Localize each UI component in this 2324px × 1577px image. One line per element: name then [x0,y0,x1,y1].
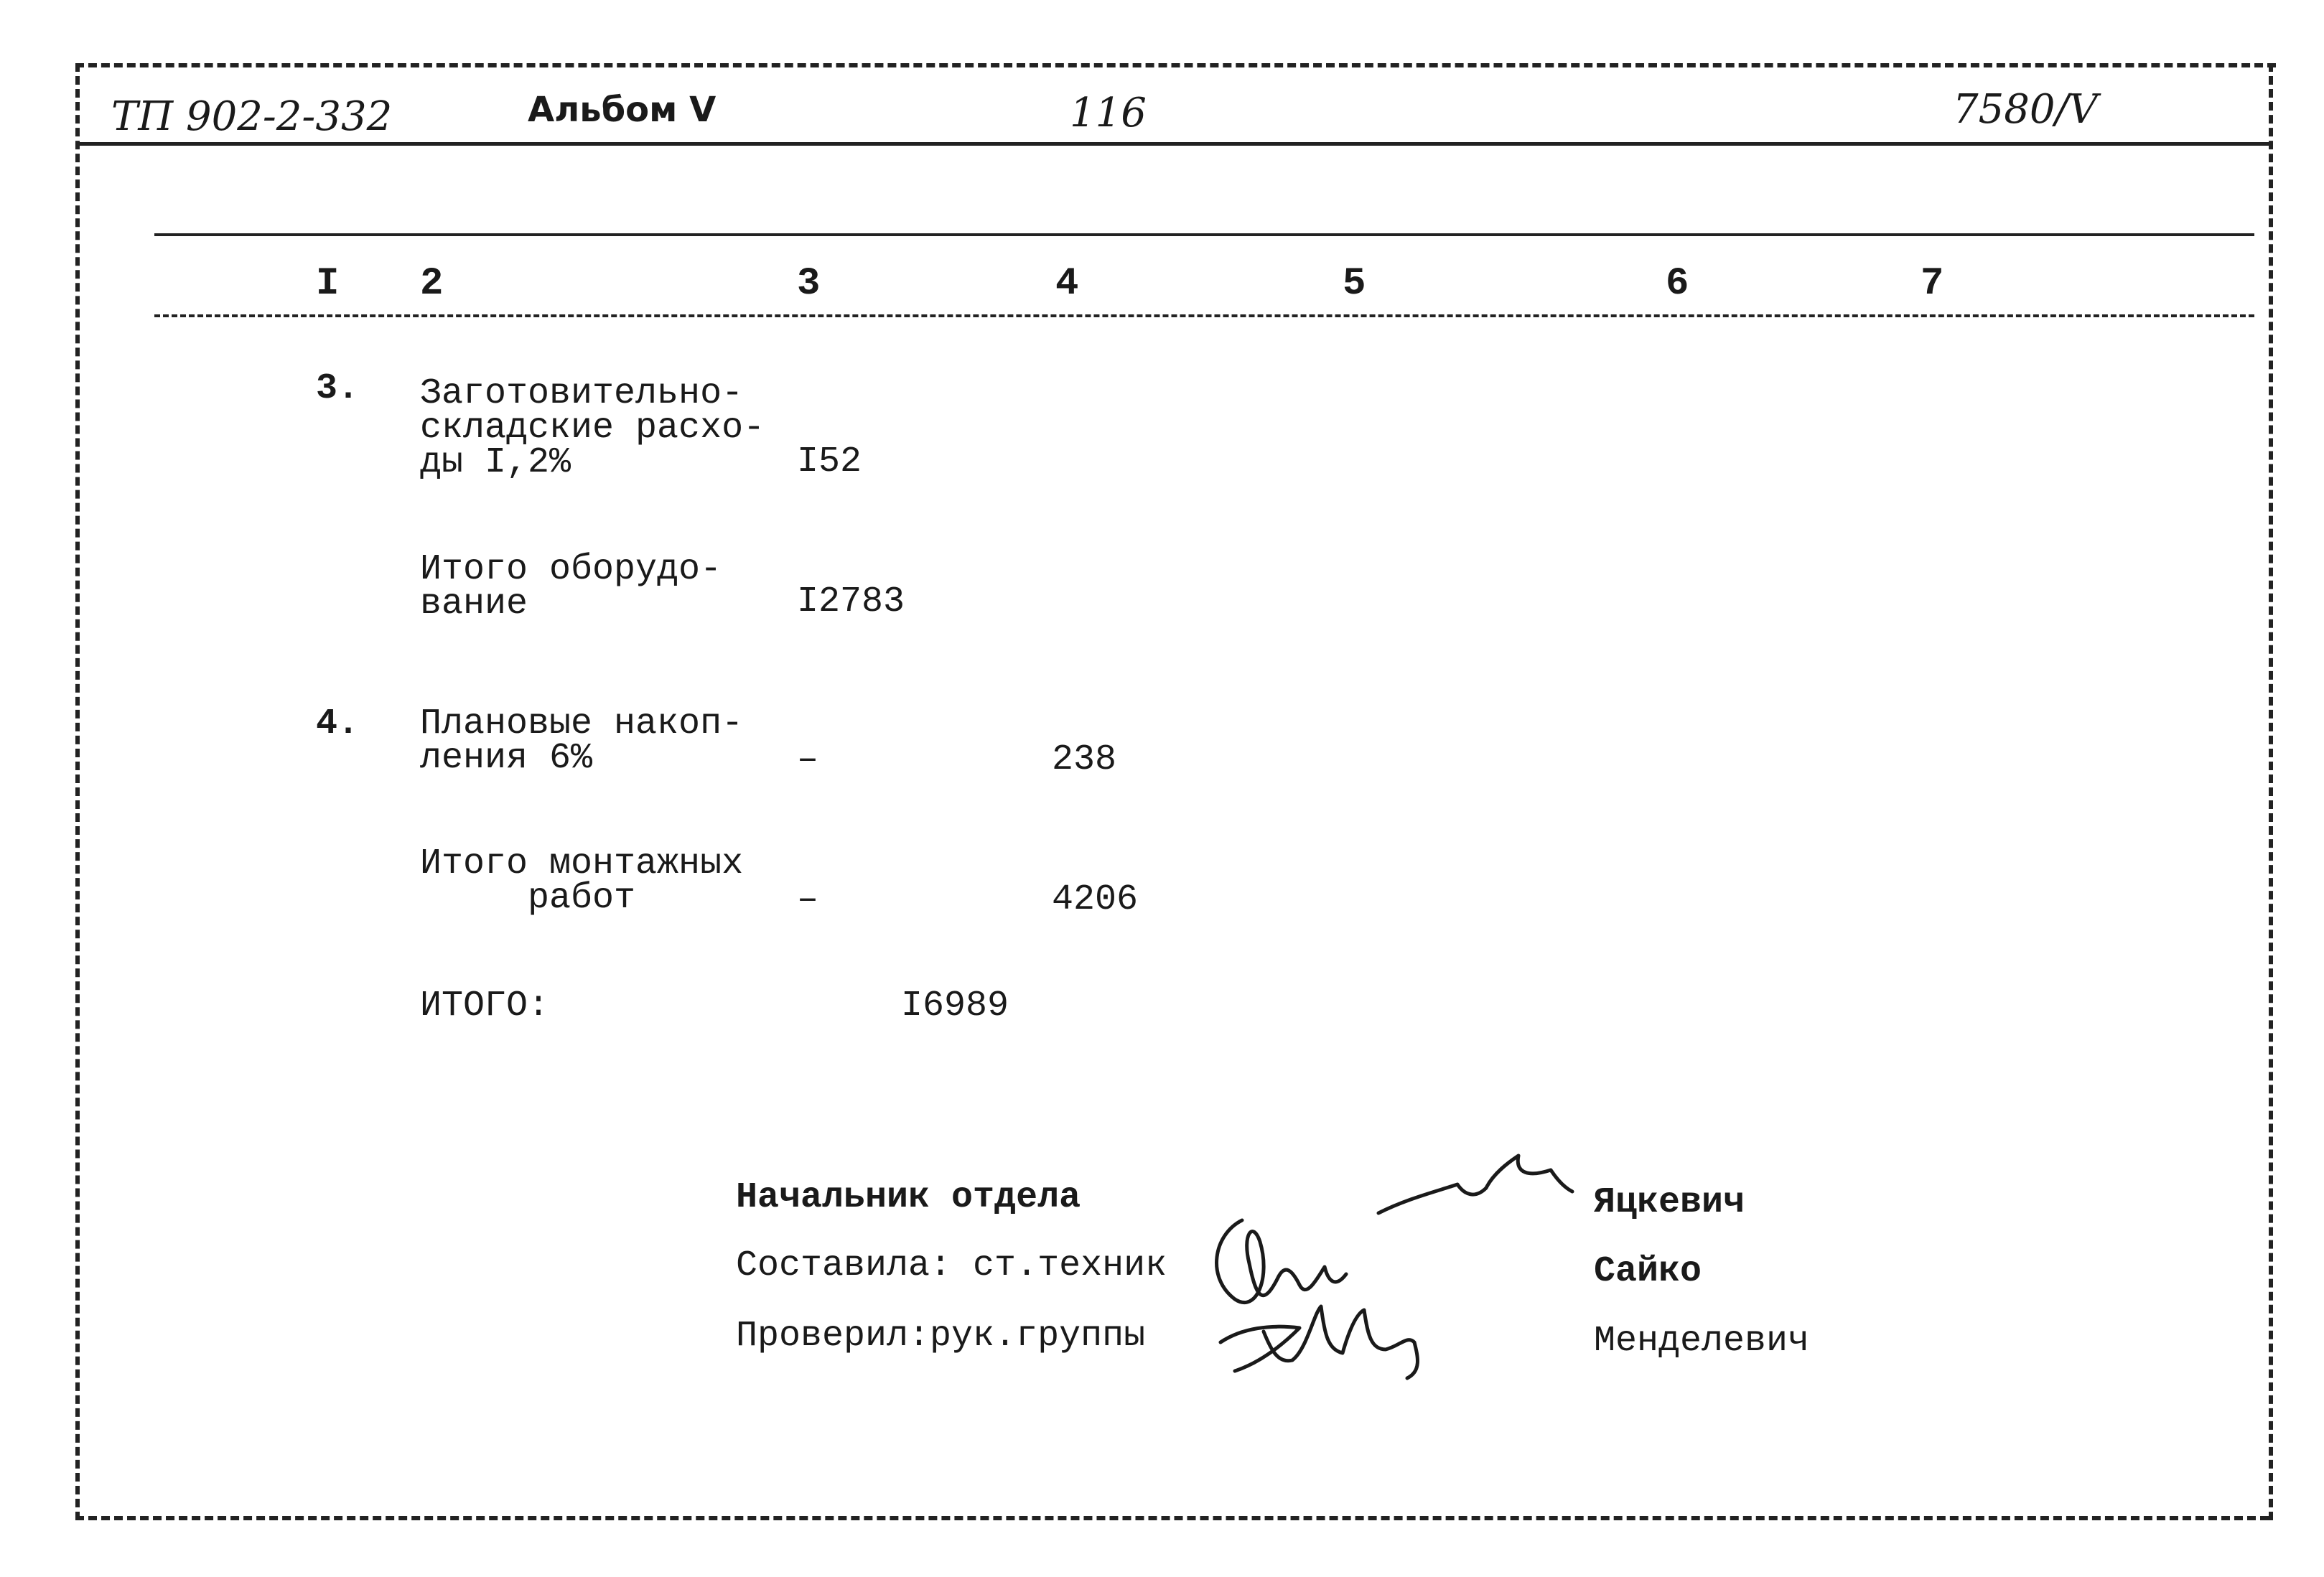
row-value-col3: I52 [797,441,862,482]
signature-role: Проверил:рук.группы [736,1316,1146,1357]
row-number: 3. [316,368,360,409]
project-number: ТП 902-2-332 [111,93,393,140]
row-value-col3: – [797,879,819,920]
column-number-1: I [316,262,340,306]
row-number: 4. [316,703,360,744]
column-number-2: 2 [420,262,444,306]
row-value-col4: 238 [1052,739,1117,780]
album-label: Альбом V [528,90,717,130]
row-description: Заготовительно- складские расхо- ды I,2% [420,373,765,483]
row-value-col3: I2783 [797,581,905,622]
frame-right-border [2269,63,2273,1520]
frame-top-border [75,63,2276,67]
row-description: Итого монтажных работ [420,843,744,919]
total-label: ИТОГО: [420,986,550,1026]
frame-bottom-border [75,1516,2269,1520]
signature-name: Яцкевич [1594,1182,1745,1223]
table-header-rule [154,314,2254,317]
row-value-col3: – [797,739,819,780]
row-description: Плановые накоп- ления 6% [420,703,744,779]
signature-name: Сайко [1594,1251,1702,1292]
page-number: 116 [1070,90,1147,136]
column-number-5: 5 [1343,262,1366,306]
row-description: Итого оборудо- вание [420,549,722,624]
signature-role: Составила: ст.техник [736,1245,1167,1286]
column-number-7: 7 [1921,262,1944,306]
document-code: 7580/V [1953,86,2098,133]
column-number-3: 3 [797,262,821,306]
frame-left-border [75,63,80,1520]
column-number-6: 6 [1666,262,1689,306]
signature-name: Менделевич [1594,1321,1810,1362]
total-value: I6989 [901,986,1009,1026]
column-number-4: 4 [1055,262,1079,306]
signature-role: Начальник отдела [736,1177,1081,1218]
row-value-col4: 4206 [1052,879,1139,920]
table-top-rule [154,233,2254,236]
header-separator [75,142,2272,146]
handwritten-signatures [1192,1134,1594,1407]
